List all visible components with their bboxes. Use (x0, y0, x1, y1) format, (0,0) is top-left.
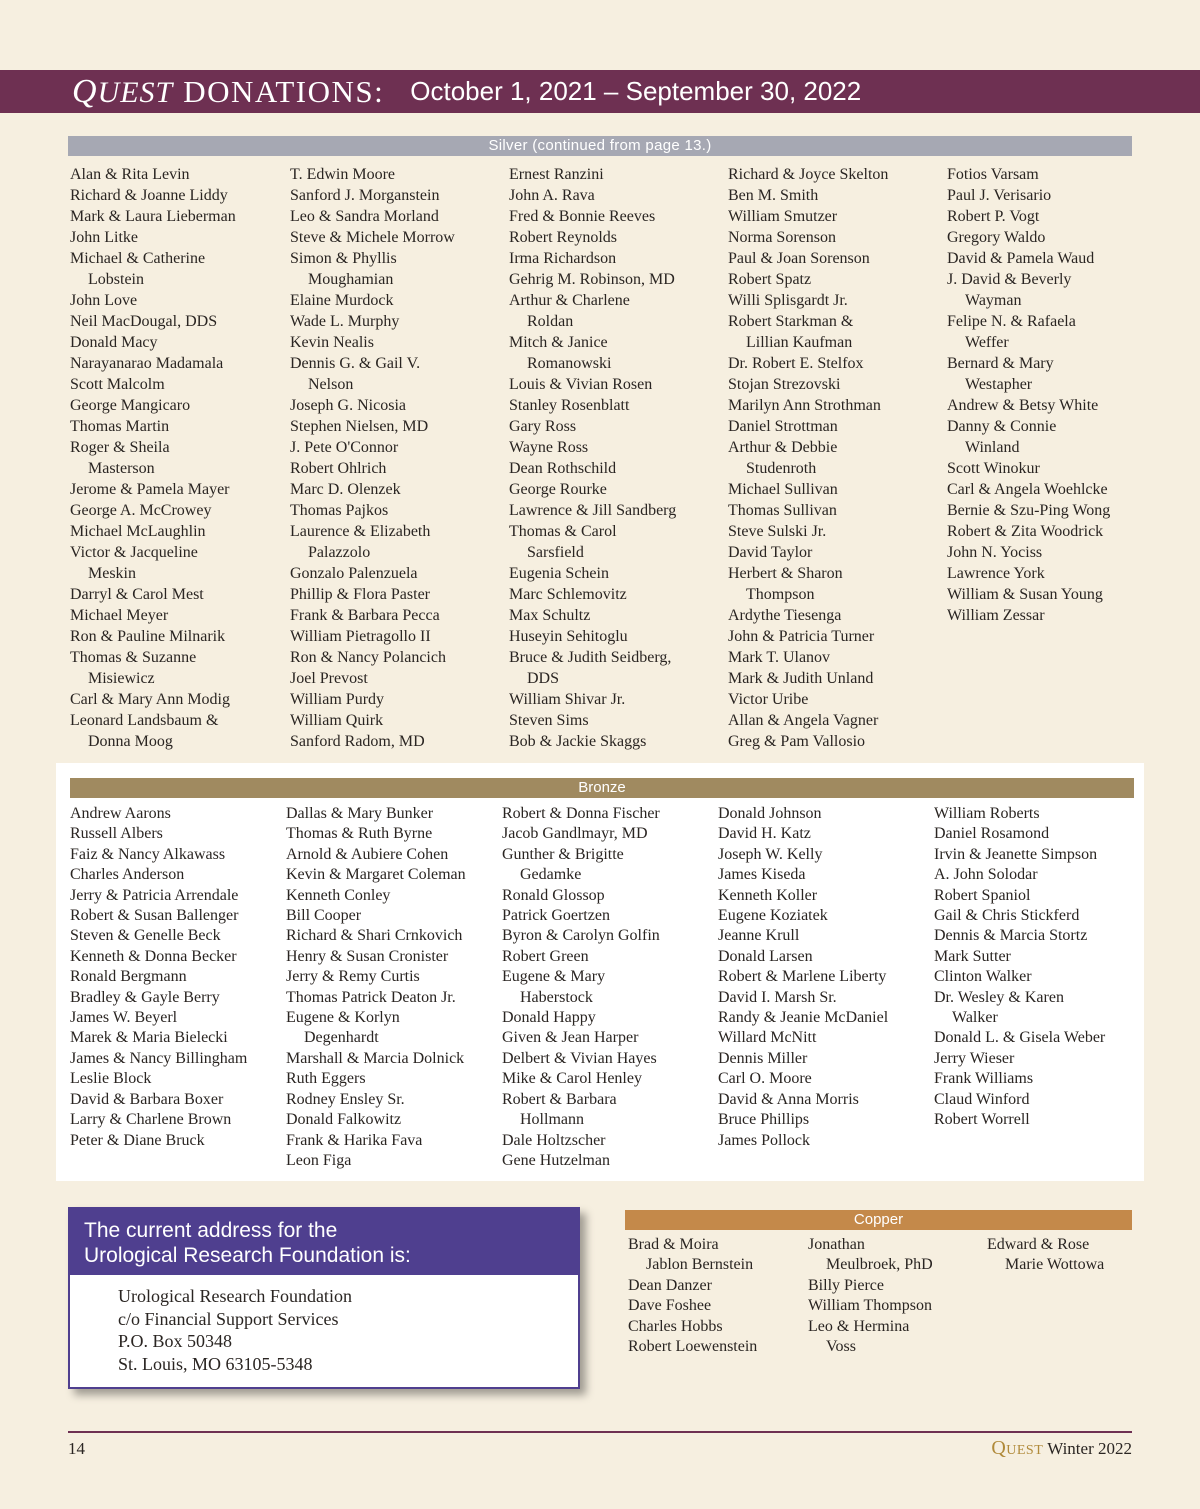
donor-name: Michael & Catherine (70, 250, 206, 267)
donor-name: Michael Meyer (70, 607, 169, 624)
donor-name: Ernest Ranzini (509, 166, 604, 183)
donor-name: Mitch & Janice (509, 334, 608, 351)
issue-label: Winter 2022 (1047, 1439, 1132, 1458)
donor-name: Sanford J. Morganstein (290, 187, 440, 204)
donor-name: Andrew Aarons (70, 805, 171, 822)
donor-name: David & Anna Morris (718, 1090, 859, 1108)
donor-name: Gregory Waldo (947, 229, 1046, 246)
donor-name: Robert & Donna Fischer (502, 805, 660, 822)
donor-name: Robert Worrell (934, 1111, 1030, 1129)
donor-name: William Zessar (947, 607, 1045, 624)
donor-name: William Smutzer (728, 208, 838, 225)
donor-name: Laurence & Elizabeth (290, 523, 431, 540)
donor-name-continued: Studenroth (746, 460, 817, 477)
donor-name: Ron & Pauline Milnarik (70, 628, 226, 645)
address-line: c/o Financial Support Services (118, 1308, 339, 1329)
donor-name: David H. Katz (718, 825, 811, 843)
donor-name: John N. Yociss (947, 544, 1043, 561)
donor-name: Randy & Jeanie McDaniel (718, 1009, 889, 1027)
donor-name: David & Barbara Boxer (70, 1090, 224, 1108)
donor-name: Phillip & Flora Paster (290, 586, 430, 603)
donor-name: Thomas & Suzanne (70, 649, 197, 666)
donor-name: William Pietragollo II (290, 628, 431, 645)
donor-name: James & Nancy Billingham (70, 1049, 248, 1067)
donor-name: Norma Sorenson (728, 229, 836, 246)
donor-name: Bradley & Gayle Berry (70, 988, 220, 1006)
donor-name: Arthur & Debbie (728, 439, 838, 456)
foundation-address-box (68, 1207, 580, 1389)
donor-name: Dale Holtzscher (502, 1131, 606, 1149)
address-line: Urological Research Foundation (118, 1286, 352, 1306)
donor-name-continued: Masterson (88, 460, 155, 477)
donor-name: Jerry & Remy Curtis (286, 968, 420, 986)
donor-name: Elaine Murdock (290, 292, 394, 309)
copper-column (808, 1235, 933, 1357)
address-body (70, 1275, 578, 1375)
bronze-column (934, 804, 1105, 1131)
donor-name: Thomas & Ruth Byrne (286, 825, 433, 843)
donor-name: Marilyn Ann Strothman (728, 397, 881, 414)
donor-name: David Taylor (728, 544, 813, 561)
donor-name: Daniel Rosamond (934, 825, 1050, 843)
donor-name: James W. Beyerl (70, 1009, 178, 1027)
donor-name: Bruce Phillips (718, 1111, 810, 1129)
donor-name: Carl O. Moore (718, 1070, 812, 1088)
donor-name: Arthur & Charlene (509, 292, 630, 309)
donor-name: Marc Schlemovitz (509, 586, 627, 603)
donor-name: Bruce & Judith Seidberg, (509, 649, 672, 666)
donor-name: John Love (70, 292, 138, 309)
donor-name: Leonard Landsbaum & (70, 712, 219, 729)
donor-name-continued: Nelson (308, 376, 354, 393)
donor-name: Roger & Sheila (70, 439, 170, 456)
donor-name: Robert Reynolds (509, 229, 617, 246)
donor-name: Donald Macy (70, 334, 158, 351)
donor-name: Ardythe Tiesenga (728, 607, 842, 624)
address-heading (70, 1209, 578, 1275)
publication-name: Quest (991, 1437, 1044, 1459)
silver-column (70, 164, 236, 752)
donor-name: Charles Hobbs (628, 1317, 723, 1335)
donor-name: Eugene Koziatek (718, 907, 828, 925)
donor-name: Kenneth & Donna Becker (70, 947, 237, 965)
address-line: St. Louis, MO 63105-5348 (118, 1353, 313, 1374)
donor-name: Byron & Carolyn Golfin (502, 927, 660, 945)
donor-name: Richard & Shari Crnkovich (286, 927, 463, 945)
donor-name: Donald Larsen (718, 947, 813, 965)
donor-name: Jerry Wieser (934, 1049, 1015, 1067)
donor-name: Simon & Phyllis (290, 250, 397, 267)
donor-name: Willi Splisgardt Jr. (728, 292, 848, 309)
donor-name: Arnold & Aubiere Cohen (286, 845, 449, 863)
donor-name: Claud Winford (934, 1090, 1030, 1108)
donor-name: William Purdy (290, 691, 385, 708)
donor-name: Eugenia Schein (509, 565, 609, 582)
bronze-column (718, 804, 888, 1151)
donor-name: Steven Sims (509, 712, 589, 729)
donor-name: William Thompson (808, 1297, 932, 1315)
donor-name: Victor Uribe (728, 691, 809, 708)
donor-name-continued: Donna Moog (88, 733, 173, 750)
donor-name: George Rourke (509, 481, 607, 498)
donor-name: Scott Winokur (947, 460, 1040, 477)
donor-name-continued: Gedamke (520, 866, 582, 884)
donor-name-continued: Westapher (965, 376, 1033, 393)
donor-name: Charles Anderson (70, 866, 185, 884)
donor-name: Given & Jean Harper (502, 1029, 639, 1047)
donor-name: Thomas Patrick Deaton Jr. (286, 988, 456, 1006)
donor-name-continued: Sarsfield (527, 544, 584, 561)
donor-name: Dennis & Marcia Stortz (934, 927, 1088, 945)
donor-name: Jonathan (808, 1236, 865, 1253)
footer-rule (68, 1431, 1132, 1433)
donor-name: Jerome & Pamela Mayer (70, 481, 230, 498)
donor-name-continued: DDS (527, 670, 560, 687)
silver-column (728, 164, 888, 752)
silver-column (509, 164, 676, 752)
donor-name: Bernie & Szu-Ping Wong (947, 502, 1111, 519)
donor-name: Frank & Harika Fava (286, 1131, 423, 1149)
donor-name: Kevin & Margaret Coleman (286, 866, 466, 884)
donor-name: Irma Richardson (509, 250, 617, 267)
donor-name: Robert & Marlene Liberty (718, 968, 887, 986)
donor-name: Richard & Joyce Skelton (728, 166, 889, 183)
donor-name-continued: Misiewicz (88, 670, 155, 687)
donor-name: Darryl & Carol Mest (70, 586, 204, 603)
donor-name: Dallas & Mary Bunker (286, 805, 434, 822)
header-banner (0, 70, 1200, 113)
footer-publication (991, 1437, 1132, 1460)
donor-name: Mark Sutter (934, 947, 1011, 965)
donor-name: Faiz & Nancy Alkawass (70, 845, 226, 863)
donor-name-continued: Thompson (746, 586, 815, 603)
page-number: 14 (68, 1439, 85, 1458)
donor-name: Stephen Nielsen, MD (290, 418, 429, 435)
donor-name: Henry & Susan Cronister (286, 947, 449, 965)
donor-name: Jacob Gandlmayr, MD (502, 825, 648, 843)
donor-name: Dennis G. & Gail V. (290, 355, 421, 372)
donor-name: Patrick Goertzen (502, 907, 610, 925)
donor-name: Irvin & Jeanette Simpson (934, 845, 1098, 863)
donor-name: J. Pete O'Connor (290, 439, 399, 456)
donor-name: Leslie Block (70, 1070, 152, 1088)
quest-logo-text: QUEST (72, 72, 174, 110)
donor-name: William Roberts (934, 805, 1040, 822)
donor-name: Lawrence York (947, 565, 1045, 582)
donor-name: Robert & Barbara (502, 1090, 617, 1108)
donor-name: Gene Hutzelman (502, 1151, 610, 1169)
copper-column (987, 1235, 1104, 1276)
donor-name: Danny & Connie (947, 418, 1057, 435)
donor-name: Paul J. Verisario (947, 187, 1052, 204)
donor-name: Robert Spaniol (934, 886, 1031, 904)
donor-name: Allan & Angela Vagner (728, 712, 879, 729)
donor-name: Donald Falkowitz (286, 1111, 402, 1129)
donor-name-continued: Lobstein (88, 271, 144, 288)
donor-name: Ronald Bergmann (70, 968, 187, 986)
donor-name: Fotios Varsam (947, 166, 1039, 183)
donor-name: Jeanne Krull (718, 927, 800, 945)
donor-name-continued: Jablon Bernstein (646, 1256, 754, 1274)
donor-name: Leo & Hermina (808, 1317, 910, 1335)
donor-name: William Quirk (290, 712, 384, 729)
donor-name-continued: Palazzolo (308, 544, 371, 561)
donor-name: Kevin Nealis (290, 334, 374, 351)
donor-name-continued: Lillian Kaufman (746, 334, 853, 351)
donor-name-continued: Meskin (88, 565, 136, 582)
donor-name: Robert Loewenstein (628, 1338, 758, 1356)
donor-name: Frank Williams (934, 1070, 1034, 1088)
donor-name-continued: Moughamian (308, 271, 394, 288)
donor-name: James Kiseda (718, 866, 806, 884)
donor-name: Russell Albers (70, 825, 163, 843)
donor-name-continued: Weffer (965, 334, 1009, 351)
donor-name: Clinton Walker (934, 968, 1032, 986)
donor-name: Larry & Charlene Brown (70, 1111, 232, 1129)
donor-name: Brad & Moira (628, 1236, 719, 1253)
donor-name: Carl & Mary Ann Modig (70, 691, 230, 708)
donor-name: J. David & Beverly (947, 271, 1072, 288)
donor-name: Michael Sullivan (728, 481, 838, 498)
donor-name: Robert Spatz (728, 271, 812, 288)
donor-name: Stanley Rosenblatt (509, 397, 630, 414)
donor-name: Peter & Diane Bruck (70, 1131, 205, 1149)
donor-name: Mark & Judith Unland (728, 670, 874, 687)
donor-name-continued: Winland (965, 439, 1020, 456)
donor-name: Billy Pierce (808, 1276, 884, 1294)
donor-name: Donald Johnson (718, 805, 822, 822)
donor-name-continued: Romanowski (527, 355, 612, 372)
date-range: October 1, 2021 – September 30, 2022 (410, 76, 862, 106)
donor-name: A. John Solodar (934, 866, 1038, 884)
donor-name: Willard McNitt (718, 1029, 817, 1047)
donor-name: Robert & Susan Ballenger (70, 907, 239, 925)
donor-name: Joseph G. Nicosia (290, 397, 406, 414)
donor-name: Gehrig M. Robinson, MD (509, 271, 675, 288)
silver-column (947, 164, 1110, 626)
donor-name: Herbert & Sharon (728, 565, 843, 582)
donor-name: Marc D. Olenzek (290, 481, 401, 498)
donor-name: Joseph W. Kelly (718, 845, 823, 863)
donor-name: Kenneth Conley (286, 886, 391, 904)
donor-name: Sanford Radom, MD (290, 733, 425, 750)
donor-name: Robert Ohlrich (290, 460, 387, 477)
donor-name: Dave Foshee (628, 1297, 712, 1315)
donor-name: Wayne Ross (509, 439, 589, 456)
donor-name: Mike & Carol Henley (502, 1070, 642, 1088)
donor-name: Steve Sulski Jr. (728, 523, 827, 540)
donor-name: Dr. Robert E. Stelfox (728, 355, 864, 372)
donor-name: John Litke (70, 229, 138, 246)
donor-name: William & Susan Young (947, 586, 1103, 603)
donor-name: Greg & Pam Vallosio (728, 733, 866, 750)
donor-name: John A. Rava (509, 187, 595, 204)
donor-name: Rodney Ensley Sr. (286, 1090, 405, 1108)
bronze-section-header: Bronze (70, 778, 1134, 798)
donor-name: Alan & Rita Levin (70, 166, 190, 183)
donor-name-continued: Haberstock (520, 988, 593, 1006)
donor-name: Carl & Angela Woehlcke (947, 481, 1108, 498)
donor-name: Stojan Strezovski (728, 376, 841, 393)
donor-name: Bob & Jackie Skaggs (509, 733, 647, 750)
donor-name: Mark T. Ulanov (728, 649, 831, 666)
donor-name: Felipe N. & Rafaela (947, 313, 1076, 330)
donor-name: Gary Ross (509, 418, 577, 435)
donor-name: Kenneth Koller (718, 886, 818, 904)
donor-name: Leon Figa (286, 1151, 352, 1169)
donor-name: Thomas Pajkos (290, 502, 389, 519)
donor-name: Fred & Bonnie Reeves (509, 208, 656, 225)
donor-name: Narayanarao Madamala (70, 355, 224, 372)
donor-name: Ben M. Smith (728, 187, 819, 204)
donor-name: Max Schultz (509, 607, 591, 624)
donor-name: Edward & Rose (987, 1236, 1090, 1253)
donor-name: Jerry & Patricia Arrendale (70, 886, 239, 904)
copper-column (628, 1235, 757, 1357)
donor-name: Victor & Jacqueline (70, 544, 198, 561)
donor-name: Gail & Chris Stickferd (934, 907, 1080, 925)
donor-name: Thomas Sullivan (728, 502, 837, 519)
donor-name: Ronald Glossop (502, 886, 605, 904)
donor-name: John & Patricia Turner (728, 628, 875, 645)
donor-name: Michael McLaughlin (70, 523, 206, 540)
address-heading-line1: The current address for the (84, 1219, 338, 1242)
donor-name: Lawrence & Jill Sandberg (509, 502, 677, 519)
donor-name: James Pollock (718, 1131, 810, 1149)
donor-name: Bernard & Mary (947, 355, 1054, 372)
donor-name: Dean Rothschild (509, 460, 617, 477)
bronze-column (502, 804, 660, 1171)
donations-label: DONATIONS: (183, 73, 385, 109)
donor-name: Marshall & Marcia Dolnick (286, 1049, 465, 1067)
donor-name: Eugene & Korlyn (286, 1009, 400, 1027)
donor-name: Mark & Laura Lieberman (70, 208, 236, 225)
donor-name: Robert & Zita Woodrick (947, 523, 1104, 540)
donor-name: Louis & Vivian Rosen (509, 376, 653, 393)
donor-name-continued: Voss (826, 1338, 856, 1356)
donor-name: Delbert & Vivian Hayes (502, 1049, 657, 1067)
copper-section-header: Copper (625, 1210, 1132, 1230)
donor-name-continued: Degenhardt (304, 1029, 379, 1047)
donor-name: Gunther & Brigitte (502, 845, 624, 863)
donor-name: T. Edwin Moore (290, 166, 396, 183)
donor-name: Eugene & Mary (502, 968, 606, 986)
donor-name: Daniel Strottman (728, 418, 838, 435)
donor-name: Marek & Maria Bielecki (70, 1029, 228, 1047)
donor-name: David & Pamela Waud (947, 250, 1095, 267)
donor-name-continued: Wayman (965, 292, 1022, 309)
donor-name: Ruth Eggers (286, 1070, 366, 1088)
donor-name: George Mangicaro (70, 397, 191, 414)
donor-name: Steven & Genelle Beck (70, 927, 221, 945)
donor-name: Robert P. Vogt (947, 208, 1040, 225)
silver-column (290, 164, 455, 752)
address-heading-line2: Urological Research Foundation is: (84, 1244, 411, 1267)
donor-name: Leo & Sandra Morland (290, 208, 439, 225)
donor-name: Frank & Barbara Pecca (290, 607, 440, 624)
donor-name: Bill Cooper (286, 907, 362, 925)
silver-section-header: Silver (continued from page 13.) (68, 136, 1132, 156)
donor-name: Dean Danzer (628, 1276, 712, 1294)
donor-name: Ron & Nancy Polancich (290, 649, 446, 666)
donor-name: Steve & Michele Morrow (290, 229, 455, 246)
donor-name: David I. Marsh Sr. (718, 988, 837, 1006)
donor-name: Dennis Miller (718, 1049, 808, 1067)
bronze-column (70, 804, 247, 1151)
donor-name-continued: Roldan (527, 313, 574, 330)
bronze-column (286, 804, 466, 1171)
donor-name: William Shivar Jr. (509, 691, 626, 708)
donor-name: Joel Prevost (290, 670, 368, 687)
donor-name: Robert Starkman & (728, 313, 854, 330)
donor-name: Richard & Joanne Liddy (70, 187, 228, 204)
donor-name-continued: Marie Wottowa (1005, 1256, 1105, 1274)
donor-name: Huseyin Sehitoglu (509, 628, 628, 645)
donor-name: Gonzalo Palenzuela (290, 565, 418, 582)
donor-name: Thomas & Carol (509, 523, 617, 540)
donor-name-continued: Walker (952, 1009, 998, 1027)
donor-name: Paul & Joan Sorenson (728, 250, 870, 267)
donor-name: Donald Happy (502, 1009, 596, 1027)
donor-name: Donald L. & Gisela Weber (934, 1029, 1106, 1047)
donor-name: George A. McCrowey (70, 502, 212, 519)
donor-name: Andrew & Betsy White (947, 397, 1099, 414)
donor-name: Dr. Wesley & Karen (934, 988, 1064, 1006)
donor-name: Robert Green (502, 947, 589, 965)
donor-name: Thomas Martin (70, 418, 170, 435)
donor-name: Scott Malcolm (70, 376, 165, 393)
donor-name-continued: Hollmann (520, 1111, 584, 1129)
address-line: P.O. Box 50348 (118, 1331, 233, 1351)
donor-name: Wade L. Murphy (290, 313, 400, 330)
donor-name-continued: Meulbroek, PhD (826, 1256, 933, 1274)
donor-name: Neil MacDougal, DDS (70, 313, 218, 330)
